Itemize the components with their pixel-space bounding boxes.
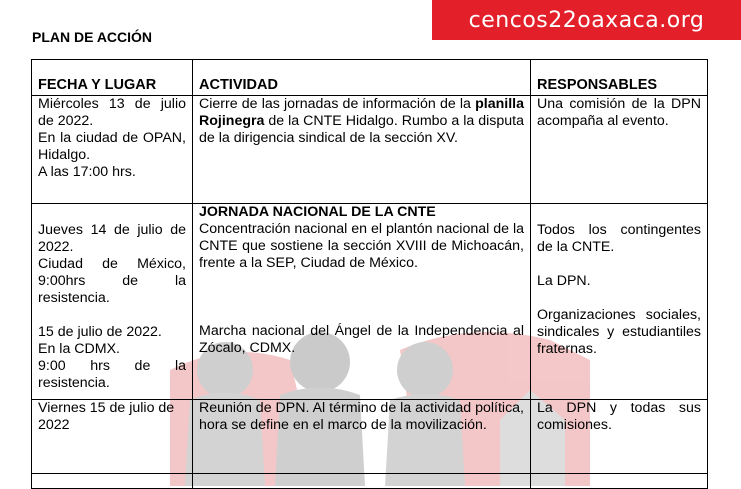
header-fecha: FECHA Y LUGAR: [32, 60, 193, 96]
responsables-cell: [531, 400, 708, 474]
responsables-line: La DPN.: [537, 273, 591, 289]
empty-cell: [193, 474, 531, 489]
actividad-heading: JORNADA NACIONAL DE LA CNTE: [199, 204, 436, 220]
actividad-cell: [193, 204, 531, 400]
site-banner: cencos22oaxaca.org: [432, 0, 741, 40]
responsables-line: Una comisión de la DPN acompaña al evento.: [537, 96, 701, 129]
actividad-bold-text: planilla Rojinegra: [199, 96, 524, 129]
fecha-line: Ciudad de México, 9:00hrs de la resistencia.: [38, 256, 186, 306]
fecha-line: Viernes 15 de julio de 2022: [38, 400, 175, 433]
fecha-line: En la ciudad de OPAN, Hidalgo.: [38, 130, 186, 163]
fecha-line: Jueves 14 de julio de 2022.: [38, 222, 186, 255]
fecha-line: Miércoles 13 de julio de 2022.: [38, 96, 186, 129]
header-actividad: ACTIVIDAD: [193, 60, 531, 96]
actividad-text: Concentración nacional en el plantón nacional de la CNTE que sostiene la sección XVIII de Michoacán, frente a la SEP, Ciudad de México.: [199, 221, 524, 271]
document-title: PLAN DE ACCIÓN: [32, 29, 153, 45]
fecha-line: A las 17:00 hrs.: [38, 164, 136, 180]
empty-cell: [531, 474, 708, 489]
responsables-cell: [531, 204, 708, 400]
table-row: [32, 204, 708, 400]
table-header-row: [32, 60, 708, 96]
header-responsables: RESPONSABLES: [531, 60, 708, 96]
table-row: [32, 96, 708, 204]
fecha-line: 15 de julio de 2022.: [38, 324, 162, 340]
empty-cell: [32, 474, 193, 489]
fecha-line: En la CDMX.: [38, 341, 120, 357]
fecha-cell: [32, 204, 193, 400]
fecha-line: 9:00 hrs de la resistencia.: [38, 358, 186, 391]
responsables-line: Organizaciones sociales, sindicales y estudiantiles fraternas.: [537, 307, 701, 357]
responsables-cell: [531, 96, 708, 204]
actividad-cell: [193, 96, 531, 204]
actividad-text: Reunión de DPN. Al término de la actividad política, hora se define en el marco de la movilización.: [199, 400, 524, 433]
actividad-text: Cierre de las jornadas de información de la: [199, 96, 476, 112]
actividad-text: Marcha nacional del Ángel de la Independencia al Zócalo, CDMX.: [199, 323, 524, 356]
actividad-text: de la CNTE Hidalgo. Rumbo a la disputa de la dirigencia sindical de la sección XV.: [199, 113, 524, 146]
table-row: [32, 474, 708, 489]
fecha-cell: [32, 400, 193, 474]
action-plan-table: [31, 59, 708, 489]
responsables-line: La DPN y todas sus comisiones.: [537, 400, 701, 433]
table-row: [32, 400, 708, 474]
fecha-cell: [32, 96, 193, 204]
actividad-cell: [193, 400, 531, 474]
responsables-line: Todos los contingentes de la CNTE.: [537, 222, 701, 255]
